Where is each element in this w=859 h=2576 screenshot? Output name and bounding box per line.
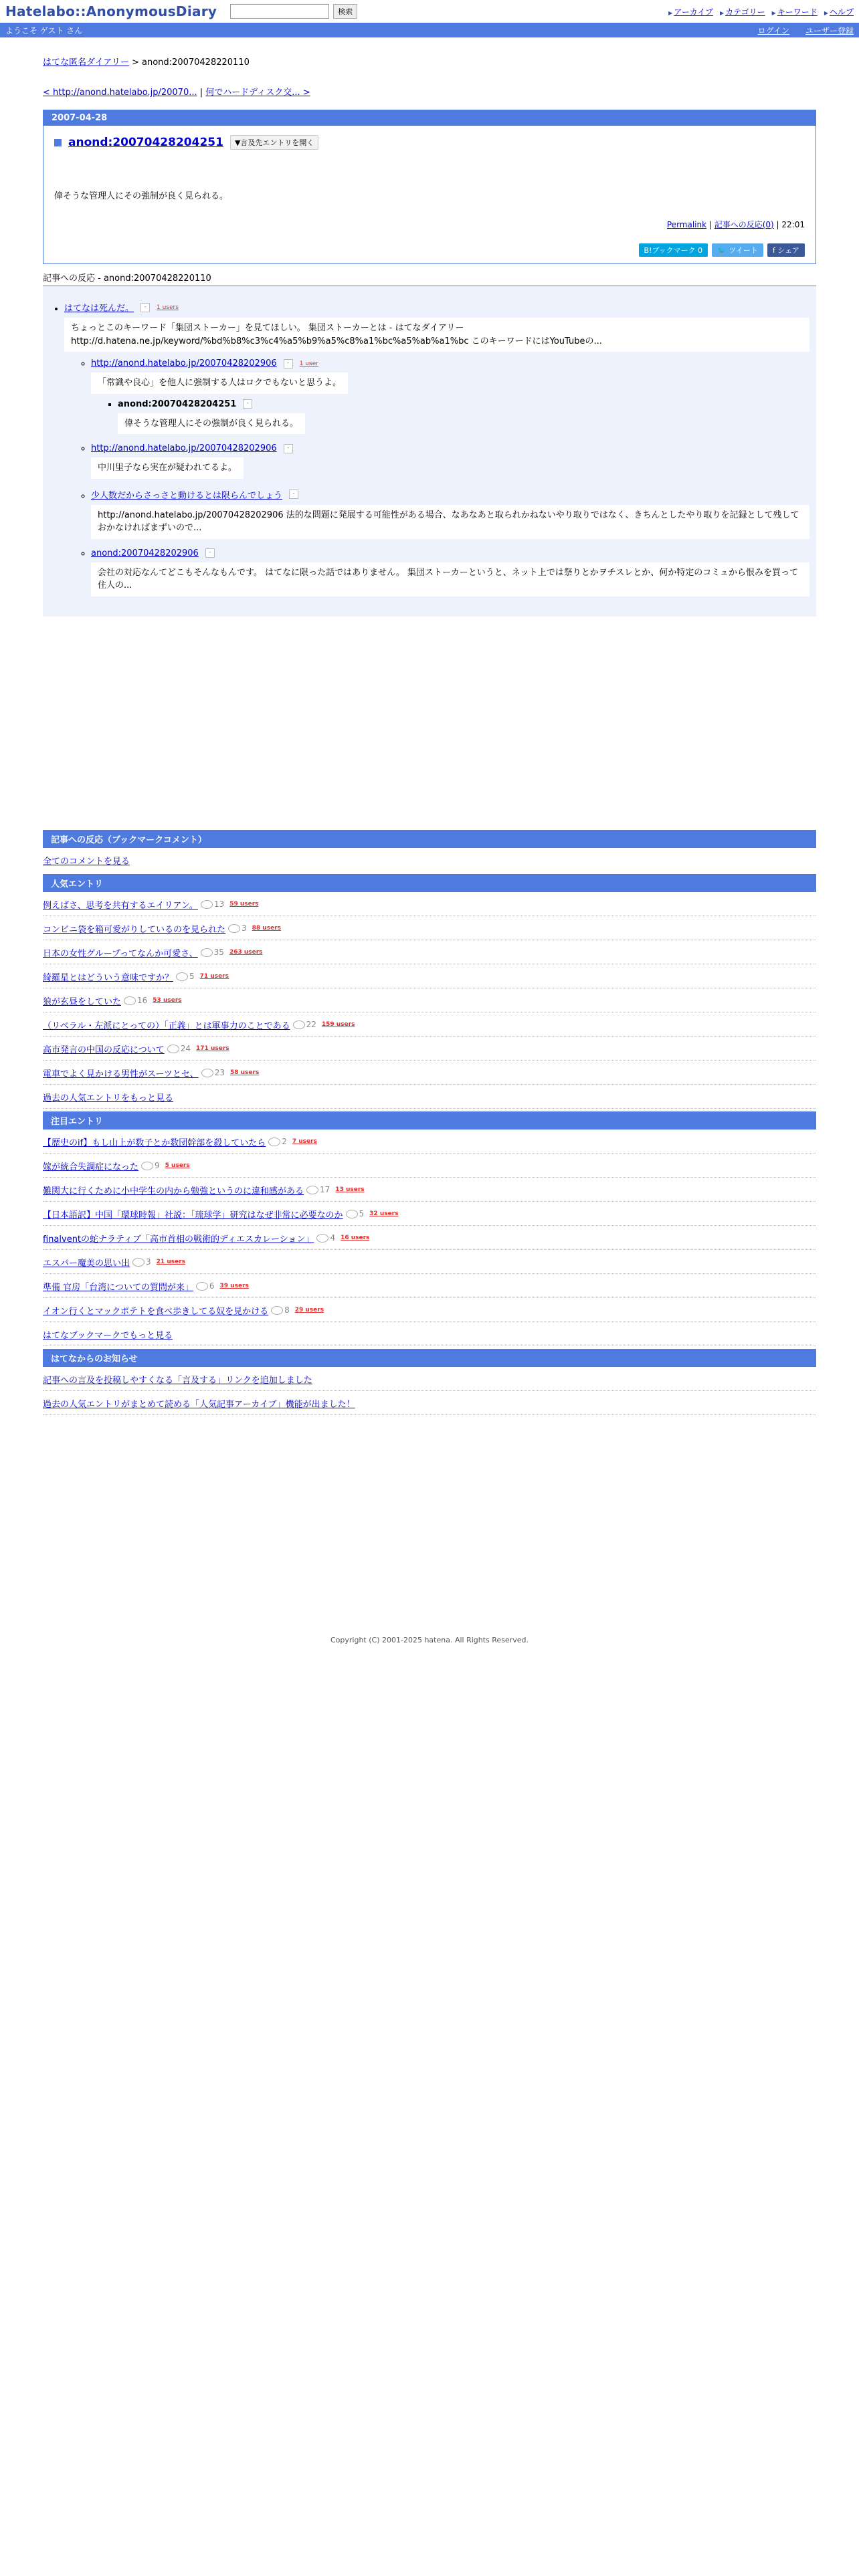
comment-count[interactable]: 9 [141,1161,160,1170]
hot-entries-list [43,1130,816,1346]
expand-icon[interactable]: - [284,359,293,368]
list-item [43,1250,816,1274]
popular-entries-header: 人気エントリ [43,874,816,892]
comment-bubble-icon [316,1234,328,1243]
tweet-label: ツイート [729,246,758,255]
more-popular-link[interactable]: 過去の人気エントリをもっと見る [43,1093,174,1103]
reaction-excerpt: 偉そうな管理人にその強制が良く見られる。 [118,413,305,435]
list-item [43,1178,816,1202]
breadcrumb-separator: > [128,58,142,68]
comment-bubble-icon [228,924,240,933]
reaction-excerpt: http://anond.hatelabo.jp/20070428202906 法的な問題に発展する可能性がある場合、なあなあと取られかねないやり取りではなく、きちんとしたやり取りを記録として残しておかなければまずいので... [91,505,809,539]
open-referenced-entry-button[interactable]: ▼言及先エントリを開く [230,135,318,150]
top-links [668,6,854,17]
entry-link[interactable]: 【日本語訳】中国「環球時報」社説：「琉球学」研究はなぜ非常に必要なのか [43,1210,343,1220]
help-link[interactable]: ▶ ヘルプ [824,6,854,17]
entry-link[interactable]: 難関大に行くために小中学生の内から勉強というのに違和感がある [43,1186,304,1196]
all-comments-link[interactable]: 全てのコメントを見る [43,856,130,867]
comment-count[interactable]: 3 [228,924,247,933]
reaction-title[interactable]: ◦ anond:20070428202906 [91,548,199,558]
more-hot-link[interactable]: はてなブックマークでもっと見る [43,1330,173,1341]
comment-bubble-icon [141,1162,153,1170]
main-content [43,55,816,1415]
keyword-link[interactable]: ▶ キーワード [772,6,818,17]
notice-link[interactable]: 過去の人気エントリがまとめて読める「人気記事アーカイブ」機能が出ました！ [43,1399,355,1410]
copyright: Copyright (C) 2001-2025 hatena. All Rights Reserved. [330,1636,529,1644]
entry-time: 22:01 [781,220,805,229]
reaction-title[interactable]: ◦ http://anond.hatelabo.jp/20070428202906 [91,358,277,368]
entry-link[interactable]: コンビニ袋を箱可愛がりしているのを見られた [43,924,226,935]
facebook-share-button[interactable] [767,243,805,257]
comment-count[interactable]: 4 [316,1233,335,1243]
users-badge[interactable]: 58 users [229,1069,260,1076]
reaction-item [91,358,809,434]
user-bar [0,23,859,37]
entry-body: 偉そうな管理人にその強制が良く見られる。 [54,191,229,201]
users-badge[interactable]: 59 users [229,901,259,907]
entry-link[interactable]: 【歴史のif】もし山上が数子とか数団幹部を殺していたら [43,1138,266,1148]
entry-link[interactable]: （リベラル・左派にとっての）「正義」とは軍事力のことである [43,1021,290,1031]
prev-entry-link[interactable]: < http://anond.hatelabo.jp/20070... [43,88,197,98]
comment-count[interactable]: 16 [124,996,147,1005]
users-badge[interactable]: 159 users [321,1021,355,1028]
comment-count[interactable]: 3 [132,1257,151,1267]
notice-header: はてなからのお知らせ [43,1349,816,1367]
login-link[interactable]: ログイン [757,25,789,35]
users-badge[interactable]: 29 users [294,1307,324,1313]
users-badge[interactable]: 71 users [199,973,229,980]
reaction-item [91,548,809,597]
users-badge[interactable]: 1 users [157,304,179,311]
reaction-item [91,488,809,539]
comment-bubble-icon [293,1021,305,1029]
expand-icon[interactable]: - [284,444,293,453]
list-item [43,916,816,940]
top-bar [0,0,859,23]
reactions-tree [43,286,816,617]
twitter-icon: 🐦 [717,246,727,255]
reaction-item [64,301,809,597]
entry-link[interactable]: 嫁が統合失調症になった [43,1162,139,1172]
category-link[interactable]: ▶ カテゴリー [720,6,765,17]
expand-icon[interactable]: - [289,490,298,499]
share-buttons [54,243,805,257]
comment-bubble-icon [268,1138,280,1146]
entry-footer: Permalink | 記事への反応(0) | 22:01 [666,220,805,229]
day-section [43,110,816,264]
facebook-label: シェア [777,246,799,255]
comment-count[interactable]: 13 [201,899,224,909]
next-entry-link[interactable]: 何でハードディスク交... > [205,88,310,98]
list-item [43,1061,816,1085]
comment-bubble-icon [132,1258,145,1267]
reaction-title[interactable]: ◦ http://anond.hatelabo.jp/20070428202906 [91,443,277,453]
entry-link[interactable]: 綺羅星とはどういう意味ですか？ [43,972,174,983]
hot-entries-header: 注目エントリ [43,1111,816,1130]
notice-list [43,1367,816,1415]
reaction-title-current: ▪ anond:20070428204251 [118,399,237,409]
users-badge[interactable]: 1 user [299,360,318,367]
comment-bubble-icon [201,1069,213,1077]
list-item [43,892,816,916]
breadcrumb [43,55,816,68]
list-item [43,1274,816,1298]
permalink[interactable]: Permalink [666,220,707,229]
reaction-item [118,399,809,435]
users-badge[interactable]: 171 users [196,1045,229,1052]
reaction-title[interactable]: • はてなは死んだ。 [64,304,134,314]
list-item [43,1202,816,1226]
list-item [43,1037,816,1061]
list-item [43,1226,816,1250]
entry [43,126,816,263]
list-item [43,1154,816,1178]
search-button[interactable]: 検索 [333,4,357,19]
users-badge[interactable]: 21 users [156,1259,185,1265]
hatena-bookmark-button[interactable]: B!ブックマーク 0 [639,243,708,257]
reaction-excerpt: 中川里子なら実在が疑われてるよ。 [91,457,244,479]
entry-link[interactable]: エスパー魔美の思い出 [43,1258,130,1269]
list-item [43,1298,816,1322]
expand-icon[interactable]: - [140,303,150,312]
comment-count[interactable]: 5 [346,1209,365,1218]
entry-link[interactable]: 狼が玄昼をしていた [43,996,122,1007]
users-badge[interactable]: 7 users [292,1138,317,1145]
breadcrumb-current: anond:20070428220110 [142,58,250,68]
list-item [43,1012,816,1037]
notice-link[interactable]: 記事への言及を投稿しやすくなる「言及する」リンクを追加しました [43,1375,312,1386]
nav-separator: | [197,88,206,98]
comment-bubble-icon [201,900,213,909]
popular-entries-list [43,892,816,1109]
list-item [43,940,816,964]
comment-bubble-icon [271,1306,283,1315]
bookmark-comments-header: 記事への反応（ブックマークコメント） [43,830,816,848]
welcome-text: ようこそ ゲスト さん [5,25,83,35]
comment-bubble-icon [196,1282,208,1291]
comment-bubble-icon [201,948,213,957]
entry-title[interactable]: anond:20070428204251 [68,136,223,149]
list-item [43,964,816,988]
reaction-title[interactable]: ◦ 少人数だからさっさと動けるとは限らんでしょう [91,490,283,501]
comment-count[interactable]: 6 [196,1281,215,1291]
reactions-link[interactable]: 記事への反応(0) [714,220,774,229]
list-item [43,988,816,1012]
comment-count[interactable]: 23 [201,1068,225,1077]
entry-link[interactable]: 電車でよく見かける男性がスーツとセ、 [43,1069,199,1079]
entry-link[interactable]: 日本の女性グループってなんか可愛さ、 [43,948,198,959]
reaction-excerpt: 「常識や良心」を他人に強制する人はロクでもないと思うよ。 [91,372,348,394]
day-date: 2007-04-28 [43,110,816,126]
users-badge[interactable]: 13 users [335,1186,365,1193]
search-input[interactable] [230,4,329,19]
entry-link[interactable]: イオン行くとマックポテトを食べ歩きしてる奴を見かける [43,1306,269,1317]
facebook-icon: f [772,246,775,255]
users-badge[interactable]: 39 users [219,1283,249,1289]
site-logo[interactable]: Hatelabo::AnonymousDiary [5,3,217,19]
comment-bubble-icon [176,972,188,981]
comment-count[interactable]: 24 [167,1044,191,1053]
tweet-button[interactable] [712,243,763,257]
entry-link[interactable]: 準備 官房「台湾についての質問が来」 [43,1282,193,1293]
comment-bubble-icon [167,1045,179,1053]
reactions-label: 記事への反応 - anond:20070428220110 [43,271,816,286]
users-badge[interactable]: 16 users [341,1235,370,1241]
reaction-item [91,443,809,479]
reaction-excerpt: ちょっとこのキーワード「集団ストーカー」を見てほしい。 集団ストーカーとは - はてなダイアリー http://d.hatena.ne.jp/keyword/%bd%b8%c3%c4%a5%b9%a5%c8%a1%bc%a5%ab%a1%bc このキーワードにはYouTubeの... [64,318,809,352]
entry-link[interactable]: 高市発言の中国の反応について [43,1045,165,1055]
expand-icon[interactable]: - [205,548,215,558]
users-badge[interactable]: 263 users [229,949,263,956]
comment-bubble-icon [306,1186,318,1194]
ad-space [43,617,816,821]
comment-count[interactable]: 22 [293,1020,316,1029]
reaction-excerpt: 会社の対応なんてどこもそんなもんです。 はてなに限った話ではありません。 集団ストーカーというと、ネット上では祭りとかヲチスレとか、何か特定のコミュから恨みを買って住人の... [91,562,809,597]
users-badge[interactable]: 53 users [153,997,182,1004]
entry-link[interactable]: 例えばさ、思考を共有するエイリアン。 [43,900,198,911]
comment-count[interactable]: 35 [201,948,224,957]
entry-link[interactable]: finalventの蛇ナラティブ「高市首相の戦術的ディエスカレーション」 [43,1234,314,1245]
comment-bubble-icon [346,1210,358,1218]
comment-count[interactable]: 5 [176,972,195,981]
expand-icon[interactable]: - [243,399,252,409]
comment-count[interactable]: 2 [268,1137,287,1146]
comment-bubble-icon [124,996,136,1005]
breadcrumb-home[interactable]: はてな匿名ダイアリー [43,58,129,68]
users-badge[interactable]: 5 users [165,1162,190,1169]
entry-square-icon [54,139,62,146]
users-badge[interactable]: 88 users [252,925,281,932]
search-form [230,4,357,19]
archive-link[interactable]: ▶ アーカイブ [668,6,713,17]
comment-count[interactable]: 17 [306,1185,330,1194]
list-item [43,1130,816,1154]
comment-count[interactable]: 8 [271,1305,290,1315]
users-badge[interactable]: 32 users [369,1210,399,1217]
register-link[interactable]: ユーザー登録 [805,25,854,35]
entry-navigation [43,85,816,98]
